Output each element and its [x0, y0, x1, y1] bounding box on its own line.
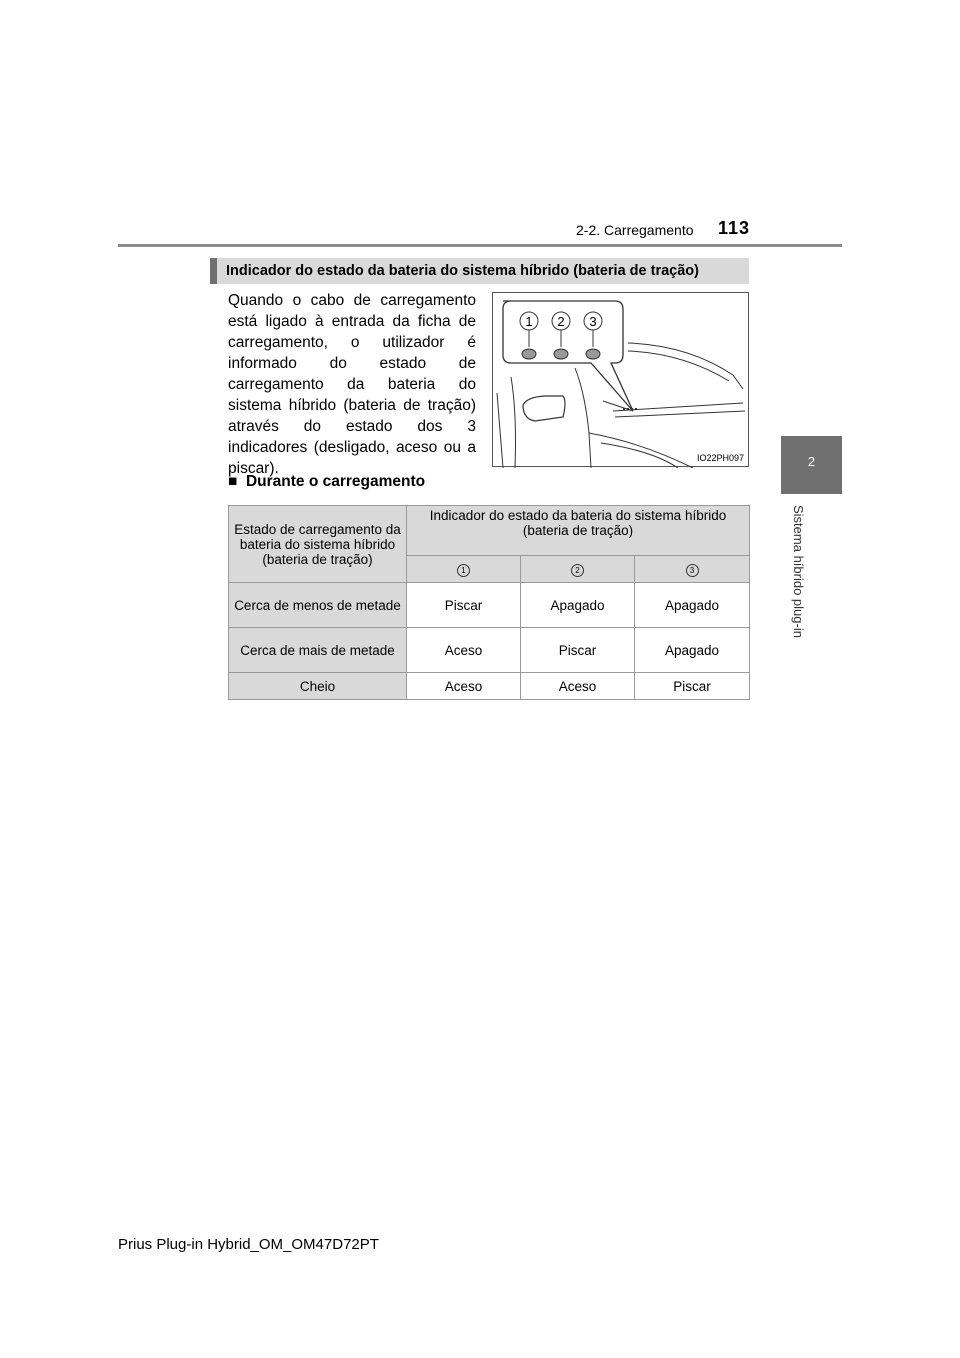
- table-cell: Apagado: [635, 628, 750, 673]
- section-heading: Indicador do estado da bateria do sistema híbrido (bateria de tração): [210, 258, 749, 284]
- page-section-title: 2-2. Carregamento: [576, 222, 694, 238]
- table-header-indicator-1: [407, 555, 521, 582]
- figure-code: IO22PH097: [696, 453, 744, 463]
- indicator-number-1: 1: [457, 564, 470, 577]
- table-cell: Piscar: [521, 628, 635, 673]
- table-row: [229, 583, 750, 628]
- table-header-indicator-3: [635, 555, 750, 582]
- subheading: ■ Durante o carregamento: [228, 473, 426, 490]
- table-header-indicator-group: Indicador do estado da bateria do sistema híbrido (bateria de tração): [407, 506, 750, 556]
- body-paragraph: Quando o cabo de carregamento está ligado à entrada da ficha de carregamento, o utilizador é informado do estado de carregamento da bateria do sistema híbrido (bateria de tração) através do estado dos 3 indicadores (desligado, aceso ou a piscar).: [228, 292, 476, 477]
- subheading-text: Durante o carregamento: [245, 473, 426, 490]
- side-tab-label: Sistema híbrido plug-in: [791, 505, 806, 638]
- footer-document-id: Prius Plug-in Hybrid_OM_OM47D72PT: [118, 1236, 379, 1253]
- indicator-number-2: 2: [571, 564, 584, 577]
- figure-label-2: 2: [557, 314, 565, 329]
- page-number: 113: [718, 218, 751, 238]
- table-cell: Aceso: [407, 673, 521, 700]
- table-cell-state: Cerca de mais de metade: [229, 628, 407, 673]
- table-cell: Piscar: [407, 583, 521, 628]
- illustration-figure: [492, 292, 749, 467]
- header-rule: [118, 244, 842, 247]
- table-cell: Aceso: [521, 673, 635, 700]
- indicator-number-3: 3: [686, 564, 699, 577]
- table-cell-state: Cerca de menos de metade: [229, 583, 407, 628]
- side-tab: 2: [781, 436, 842, 494]
- figure-label-3: 3: [589, 314, 597, 329]
- table-row: [229, 673, 750, 700]
- figure-label-1: 1: [525, 314, 533, 329]
- battery-status-table: [228, 505, 750, 700]
- table-cell: Piscar: [635, 673, 750, 700]
- table-cell: Apagado: [521, 583, 635, 628]
- table-cell-state: Cheio: [229, 673, 407, 700]
- table-row: [229, 628, 750, 673]
- table-cell: Aceso: [407, 628, 521, 673]
- dashboard-indicator-illustration: [493, 293, 750, 468]
- table-header-state: Estado de carregamento da bateria do sistema híbrido (bateria de tração): [229, 506, 407, 583]
- table-cell: Apagado: [635, 583, 750, 628]
- table-header-indicator-2: [521, 555, 635, 582]
